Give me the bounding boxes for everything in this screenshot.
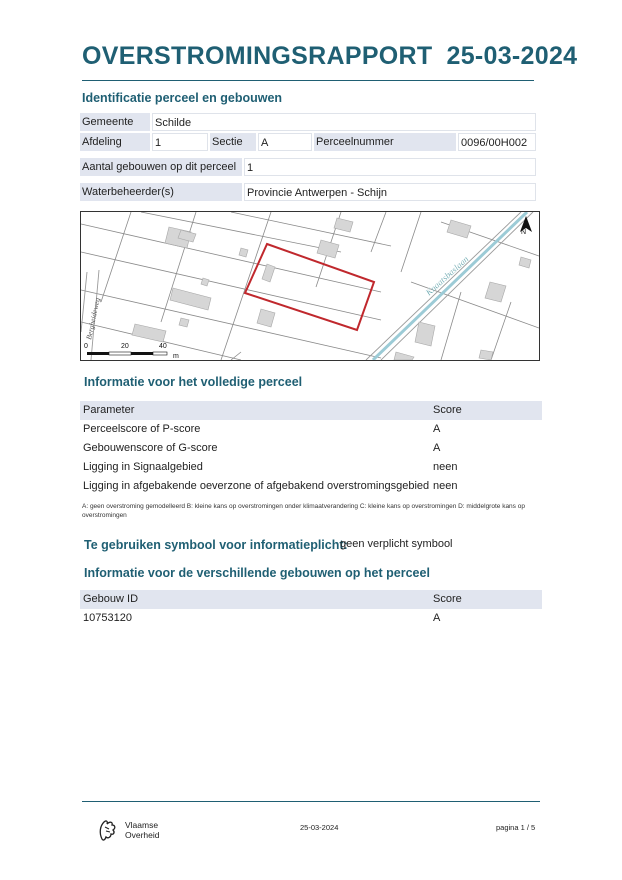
row-score: A — [433, 442, 441, 454]
parcel-map-svg — [81, 212, 539, 360]
waterbeheerder-label: Waterbeheerder(s) — [80, 183, 242, 201]
row-score: neen — [433, 480, 458, 492]
gemeente-label: Gemeente — [80, 113, 150, 131]
gemeente-value: Schilde — [152, 113, 536, 131]
parcel-map — [80, 211, 540, 361]
table-row — [80, 440, 542, 459]
row-parameter: Ligging in afgebakende oeverzone of afgebakend overstromingsgebied — [83, 480, 430, 492]
street-label-knaatsbaslaan: Knaatsbaslaan — [423, 253, 471, 298]
row-gebouw-score: A — [433, 612, 441, 624]
symbool-label: Te gebruiken symbool voor informatieplicht: — [84, 538, 348, 552]
perceelnummer-label: Perceelnummer — [314, 133, 456, 151]
report-title-text: OVERSTROMINGSRAPPORT — [82, 42, 433, 70]
row-parameter: Perceelscore of P-score — [83, 423, 201, 435]
scale-tick-0: 0 — [84, 343, 88, 350]
title-divider — [82, 80, 534, 81]
footer-page: pagina 1 / 5 — [496, 823, 536, 832]
scale-unit: m — [173, 353, 179, 360]
aantal-gebouwen-label: Aantal gebouwen op dit perceel — [80, 158, 242, 176]
street-label-bergheideweg: Bergheideweg — [84, 296, 102, 341]
row-gebouw-id: 10753120 — [83, 612, 132, 624]
logo-line-2: Overheid — [125, 830, 160, 840]
row-parameter: Gebouwenscore of G-score — [83, 442, 218, 454]
col-parameter: Parameter — [83, 404, 135, 416]
col-gebouw-id: Gebouw ID — [83, 593, 139, 605]
afdeling-label: Afdeling — [80, 133, 150, 151]
afdeling-value: 1 — [152, 133, 208, 151]
symbool-value: geen verplicht symbool — [340, 538, 453, 550]
identificatie-heading: Identificatie perceel en gebouwen — [82, 91, 283, 105]
perceelnummer-value: 0096/00H002 — [458, 133, 536, 151]
table-row — [80, 610, 542, 629]
table-row — [80, 478, 542, 497]
col-score: Score — [433, 404, 462, 416]
footer-date: 25-03-2024 — [300, 823, 339, 832]
sectie-value: A — [258, 133, 312, 151]
col-gebouw-score: Score — [433, 593, 462, 605]
perceel-info-heading: Informatie voor het volledige perceel — [84, 375, 303, 389]
lion-icon — [96, 815, 120, 843]
table-row — [80, 459, 542, 478]
table-row — [80, 421, 542, 440]
report-title — [82, 42, 577, 71]
scale-bar — [84, 343, 179, 360]
scale-tick-20: 20 — [121, 343, 129, 350]
score-legend: A: geen overstroming gemodelleerd B: kleine kans op overstromingen onder klimaatverandering C: kleine kans op overstromingen D: middelgrote kans op overstromingen — [82, 503, 525, 519]
aantal-gebouwen-value: 1 — [244, 158, 536, 176]
perceel-table-header — [80, 401, 542, 420]
gebouwen-table-header — [80, 590, 542, 609]
vlaamse-overheid-logo — [96, 815, 186, 845]
row-parameter: Ligging in Signaalgebied — [83, 461, 203, 473]
sectie-label: Sectie — [210, 133, 256, 151]
gebouwen-heading: Informatie voor de verschillende gebouwen op het perceel — [84, 566, 430, 580]
logo-line-1: Vlaamse — [125, 820, 159, 830]
footer-divider — [82, 801, 540, 802]
report-date: 25-03-2024 — [446, 42, 578, 70]
row-score: A — [433, 423, 441, 435]
waterbeheerder-value: Provincie Antwerpen - Schijn — [244, 183, 536, 201]
north-label: N — [521, 229, 527, 236]
row-score: neen — [433, 461, 458, 473]
scale-tick-40: 40 — [159, 343, 167, 350]
